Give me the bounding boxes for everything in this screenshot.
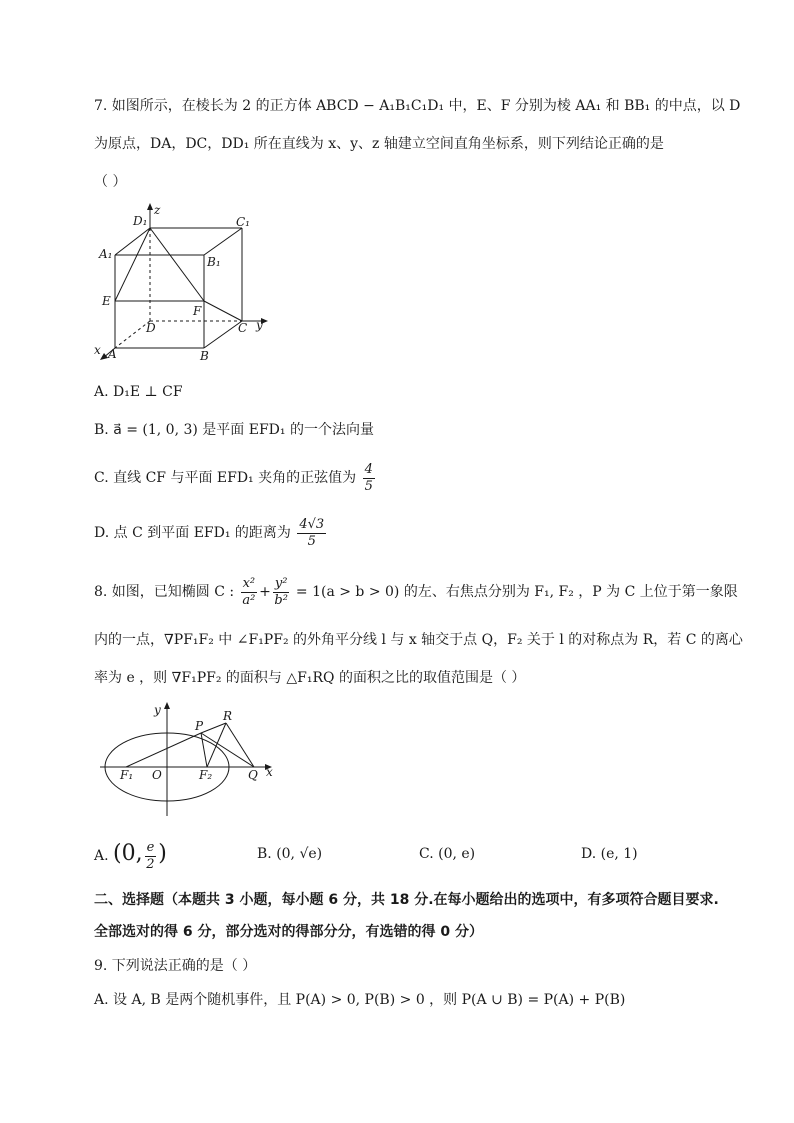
- fraction-denominator: a²: [242, 592, 256, 608]
- q8-option-c: C. (0, e): [419, 846, 476, 862]
- label-c1: C₁: [236, 215, 250, 229]
- label-d1: D₁: [133, 214, 148, 228]
- q7-cube-figure: [90, 198, 280, 368]
- label-f1: F₁: [120, 768, 134, 782]
- q7-stem-line-2: 为原点，DA，DC，DD₁ 所在直线为 x、y、z 轴建立空间直角坐标系，则下列结论正确的是: [94, 136, 664, 152]
- label-f2: F₂: [199, 768, 213, 782]
- q9-stem: 9. 下列说法正确的是（ ）: [94, 958, 257, 974]
- q7-option-c-fraction: [363, 462, 375, 495]
- q8-option-a-fraction: [145, 840, 157, 873]
- fraction-numerator: y²: [274, 575, 288, 591]
- q7-option-c: [94, 460, 377, 496]
- q9-option-a: A. 设 A, B 是两个随机事件，且 P(A) > 0, P(B) > 0 ，则 P(A ∪ B) = P(A) + P(B): [94, 992, 626, 1008]
- q8-stem-line-2: 内的一点，∇PF₁F₂ 中 ∠F₁PF₂ 的外角平分线 l 与 x 轴交于点 Q，F₂ 关于 l 的对称点为 R，若 C 的离心: [94, 632, 743, 648]
- q7-option-d-fraction: [297, 517, 326, 550]
- label-d: D: [146, 321, 156, 335]
- label-f: F: [193, 304, 202, 318]
- q7-stem-line-1: 7. 如图所示，在棱长为 2 的正方体 ABCD − A₁B₁C₁D₁ 中，E、F 分别为棱 AA₁ 和 BB₁ 的中点，以 D: [94, 98, 741, 114]
- fraction-denominator: 2: [146, 856, 155, 872]
- fraction-numerator: x²: [242, 575, 256, 591]
- q8-ellipse-figure: [96, 700, 286, 820]
- fraction-numerator: 4: [364, 461, 373, 477]
- q7-option-a: A. D₁E ⊥ CF: [94, 384, 183, 400]
- label-a1: A₁: [99, 247, 113, 261]
- label-q: Q: [248, 768, 258, 782]
- label-p: P: [195, 719, 204, 733]
- q8-y-fraction: [273, 576, 290, 609]
- fraction-denominator: 5: [364, 478, 373, 494]
- label-z: z: [154, 203, 161, 217]
- fraction-numerator: 4√3: [299, 516, 325, 532]
- q8-option-d: D. (e, 1): [581, 846, 638, 862]
- q8-option-b: B. (0, √e): [257, 846, 323, 862]
- q8-stem-prefix: 8. 如图，已知椭圆 C :: [94, 584, 235, 600]
- fraction-denominator: 5: [307, 533, 316, 549]
- q8-option-a: [94, 836, 167, 874]
- fraction-numerator: e: [146, 839, 155, 855]
- label-b: B: [200, 349, 209, 363]
- label-b1: B₁: [207, 255, 221, 269]
- section-2-heading-line-1: 二、选择题（本题共 3 小题，每小题 6 分，共 18 分.在每小题给出的选项中，有多项符合题目要求.: [94, 892, 719, 908]
- label-y: y: [154, 703, 161, 717]
- label-o: O: [152, 768, 162, 782]
- q8-option-a-close: ): [158, 841, 167, 866]
- label-x: x: [94, 343, 101, 357]
- q8-x-fraction: [241, 576, 258, 609]
- q7-option-c-prefix: C. 直线 CF 与平面 EFD₁ 夹角的正弦值为: [94, 470, 357, 486]
- label-r: R: [223, 709, 233, 723]
- q7-option-b: B. a⃗ = (1, 0, 3) 是平面 EFD₁ 的一个法向量: [94, 422, 374, 438]
- q7-option-d-prefix: D. 点 C 到平面 EFD₁ 的距离为: [94, 525, 291, 541]
- q7-stem-line-3: （ ）: [94, 174, 127, 190]
- section-2-heading-line-2: 全部选对的得 6 分，部分选对的得部分分，有选错的得 0 分）: [94, 924, 483, 940]
- q8-option-a-open: (0,: [113, 841, 143, 866]
- label-x: x: [266, 765, 273, 779]
- fraction-denominator: b²: [274, 592, 288, 608]
- label-c: C: [238, 321, 248, 335]
- q8-stem-line-3: 率为 e ，则 ∇F₁PF₂ 的面积与 △F₁RQ 的面积之比的取值范围是（ ）: [94, 670, 526, 686]
- q8-stem-line-1: [94, 574, 738, 610]
- q8-eq-plus: +: [259, 584, 271, 600]
- q8-stem-suffix: = 1(a > b > 0) 的左、右焦点分别为 F₁, F₂ ，P 为 C 上位于第一象限: [295, 584, 738, 600]
- label-y: y: [256, 318, 263, 332]
- label-e: E: [102, 294, 111, 308]
- q8-option-a-prefix: A.: [94, 848, 109, 864]
- q7-option-d: [94, 515, 328, 551]
- label-a: A: [108, 347, 117, 361]
